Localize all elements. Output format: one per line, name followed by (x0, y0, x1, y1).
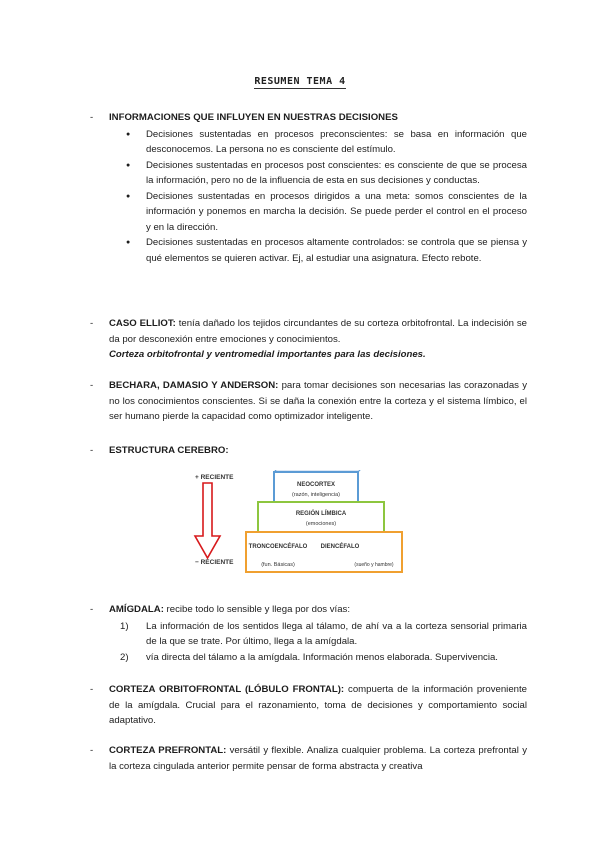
item-text: vía directa del tálamo a la amígdala. Información menos elaborada. Supervivencia. (146, 651, 498, 663)
section-heading: CORTEZA PREFRONTAL: (109, 745, 227, 756)
section-text: versátil y flexible. Analiza cualquier problema. La corteza prefrontal y la corteza cingulada anterior permite pensar de forma abstracta y creativa (109, 745, 527, 772)
section-heading: INFORMACIONES QUE INFLUYEN EN NUESTRAS DECISIONES (109, 112, 398, 123)
section-informaciones (90, 110, 527, 266)
pathway-list (90, 619, 527, 666)
section-text: tenía dañado los tejidos circundantes de su corteza orbitofrontal. La indecisión se da por desconexión entre emociones y conocimientos. (109, 318, 527, 345)
section-text: recibe todo lo sensible y llega por dos vías: (163, 604, 351, 615)
section-heading: BECHARA, DAMASIO Y ANDERSON: (109, 380, 279, 391)
section-heading: AMÍGDALA: (109, 604, 164, 615)
item-number: 1) (120, 620, 129, 632)
section-prefrontal (90, 743, 527, 774)
section-heading: ESTRUCTURA CEREBRO: (109, 445, 229, 456)
dash: - (90, 112, 94, 123)
base-block (246, 532, 402, 572)
neocortex-sub: (razón, inteligencia) (292, 492, 340, 498)
item-number: 2) (120, 651, 129, 663)
section-heading: CORTEZA ORBITOFRONTAL (LÓBULO FRONTAL): (109, 684, 345, 695)
top-label: + RECIENTE (195, 474, 234, 481)
dash: - (90, 318, 94, 329)
section-estructura (90, 443, 527, 459)
arrow-down-icon (195, 483, 220, 558)
section-elliot (90, 316, 527, 363)
section-text: para tomar decisiones son necesarias las corazonadas y no los conocimientos conscientes. Si se daña la conexión entre la corteza y el sistema límbico, el ser humano pierde la capacidad como optimizador inteligente. (109, 380, 527, 422)
neocortex-title: NEOCORTEX (296, 482, 336, 488)
section-bechara (90, 378, 527, 425)
limbic-sub: (emociones) (305, 521, 337, 527)
diencefalo-title: DIENCÉFALO (320, 544, 360, 550)
dash: - (90, 745, 94, 756)
limbic-block (258, 502, 384, 532)
list-item: ● Decisiones sustentadas en procesos dirigidos a una meta: somos conscientes de la información y ponemos en marcha la decisión. Se puede perder el control en el proceso y en la dirección. (146, 189, 527, 236)
emphasis-text: Corteza orbitofrontal y ventromedial importantes para las decisiones. (109, 349, 426, 360)
dash: - (90, 604, 94, 615)
list-item: ● Decisiones sustentadas en procesos post conscientes: es consciente de que se procesa la información, pero no de la influencia de esta en sus decisiones y conductas. (146, 158, 527, 189)
decision-list (90, 127, 527, 267)
diencefalo-sub: (sueño y hambre) (354, 562, 394, 568)
list-item: ● Decisiones sustentadas en procesos altamente controlados: se controla que se piensa y qué elementos se quieren activar. Ej, al estudiar una asignatura. Efecto rebote. (146, 235, 527, 266)
section-text: compuerta de la información proveniente de la amígdala. Crucial para el razonamiento, toma de decisiones y comportamiento social adaptativo. (109, 684, 527, 726)
brain-structure-diagram (180, 470, 410, 582)
section-amigdala (90, 602, 527, 665)
item-text: La información de los sentidos llega al tálamo, de ahí va a la corteza sensorial primaria de la que se trate. Por último, llega a la amígdala. (146, 620, 527, 647)
page-title: RESUMEN TEMA 4 (254, 76, 346, 87)
dash: - (90, 684, 94, 695)
section-heading: CASO ELLIOT: (109, 318, 176, 329)
dash: - (90, 380, 94, 391)
troncoencefalo-sub: (fun. Básicas) (261, 562, 295, 568)
dash: - (90, 445, 94, 456)
list-item (120, 650, 527, 666)
limbic-title: REGIÓN LÍMBICA (295, 511, 347, 517)
list-item (120, 619, 527, 650)
section-orbitofrontal (90, 682, 527, 729)
troncoencefalo-title: TRONCOENCÉFALO (248, 544, 308, 550)
neocortex-block (274, 470, 364, 502)
bottom-label: − RECIENTE (195, 559, 234, 566)
list-item: ● Decisiones sustentadas en procesos preconscientes: se basa en información que desconocemos. La persona no es consciente del estímulo. (146, 127, 527, 158)
